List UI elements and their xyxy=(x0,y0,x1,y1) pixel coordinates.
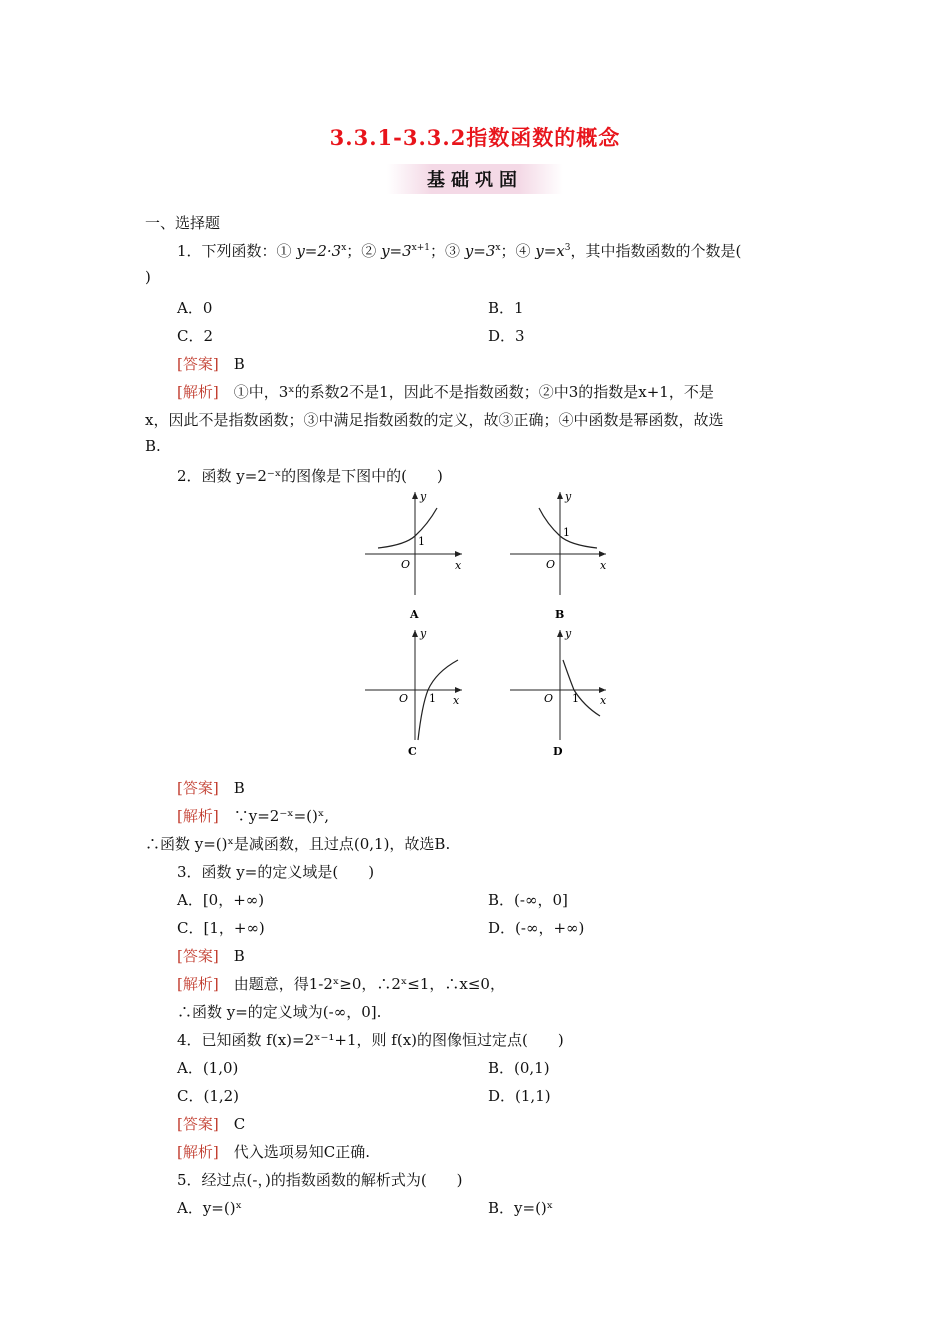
answer-tag: [答案] xyxy=(177,947,219,965)
q1-stem: 1．下列函数：① $y=2\cdot 3^x$；② $y=3^{x+1}$；③ $y=3^x$；④ $y=x^3$，其中指数函数的个数是( xyxy=(177,242,742,260)
graph-d-origin: O xyxy=(544,692,554,705)
section-header xyxy=(0,164,950,194)
graph-b-one: 1 xyxy=(563,526,570,539)
q4-option-d: D．(1,1) xyxy=(488,1087,551,1105)
graph-c-x: x xyxy=(453,694,460,707)
q2-answer: [答案] B xyxy=(177,779,245,797)
q4-answer: [答案] C xyxy=(177,1115,246,1133)
answer-tag: [答案] xyxy=(177,355,219,373)
graph-a xyxy=(365,490,462,621)
q3-option-b: B．(-∞，0] xyxy=(488,891,568,909)
graph-d xyxy=(510,627,607,758)
q5-option-b: B．y=()ˣ xyxy=(488,1199,554,1217)
graph-c-y: y xyxy=(420,627,427,640)
q3-analysis: [解析] 由题意，得1-2ˣ≥0，∴2ˣ≤1，∴x≤0， xyxy=(177,975,505,993)
graph-c-origin: O xyxy=(399,692,409,705)
q5-stem: 5．经过点(-，)的指数函数的解析式为( ) xyxy=(177,1171,463,1189)
q1-analysis-l3: B. xyxy=(145,437,161,455)
graph-a-origin: O xyxy=(401,558,411,571)
q3-answer: [答案] B xyxy=(177,947,245,965)
graph-d-label: D xyxy=(553,745,563,758)
graph-c-label: C xyxy=(408,745,417,758)
q5-option-a: A．y=()ˣ xyxy=(177,1199,242,1217)
q1-option-a: A．0 xyxy=(177,299,213,317)
q4-option-b: B．(0,1) xyxy=(488,1059,550,1077)
q2-analysis: [解析] ∵y=2⁻ˣ=()ˣ, xyxy=(177,807,329,825)
graph-d-y: y xyxy=(565,627,572,640)
q1-option-d: D．3 xyxy=(488,327,525,345)
q4-option-a: A．(1,0) xyxy=(177,1059,239,1077)
analysis-tag: [解析] xyxy=(177,975,219,993)
q3-analysis-l2: ∴函数 y=的定义域为(-∞，0]. xyxy=(177,1003,382,1021)
q1-option-b: B．1 xyxy=(488,299,524,317)
analysis-tag: [解析] xyxy=(177,1143,219,1161)
graph-b-x: x xyxy=(600,559,607,572)
q1-option-c: C．2 xyxy=(177,327,214,345)
page-title: 3.3.1-3.3.2指数函数的概念 xyxy=(329,125,621,150)
q3-option-c: C．[1，+∞) xyxy=(177,919,265,937)
graph-a-label: A xyxy=(410,608,419,621)
graph-c-one: 1 xyxy=(429,692,436,705)
answer-tag: [答案] xyxy=(177,1115,219,1133)
graph-b-y: y xyxy=(565,490,572,503)
q4-analysis: [解析] 代入选项易知C正确. xyxy=(177,1143,370,1161)
q3-stem: 3．函数 y=的定义域是( ) xyxy=(177,863,375,881)
q1-answer: [答案] B xyxy=(177,355,245,373)
q2-stem: 2．函数 y=2⁻ˣ的图像是下图中的( ) xyxy=(177,467,443,485)
q1-analysis-l2: x，因此不是指数函数；③中满足指数函数的定义，故③正确；④中函数是幂函数，故选 xyxy=(145,411,724,429)
graph-a-y: y xyxy=(420,490,427,503)
graph-a-one: 1 xyxy=(418,535,425,548)
analysis-tag: [解析] xyxy=(177,383,219,401)
section-title: 基础巩固 xyxy=(387,164,563,194)
answer-tag: [答案] xyxy=(177,779,219,797)
graph-c xyxy=(365,627,462,758)
part-heading: 一、选择题 xyxy=(145,214,221,232)
q2-analysis-l2: ∴函数 y=()ˣ是减函数，且过点(0,1)，故选B. xyxy=(145,835,451,853)
graph-b-label: B xyxy=(555,608,565,621)
graph-b xyxy=(510,490,607,621)
q3-option-a: A．[0，+∞) xyxy=(177,891,265,909)
q3-option-d: D．(-∞，+∞) xyxy=(488,919,585,937)
graph-d-one: 1 xyxy=(572,692,579,705)
q4-stem: 4．已知函数 f(x)=2ˣ⁻¹+1，则 f(x)的图像恒过定点( ) xyxy=(177,1031,564,1049)
analysis-tag: [解析] xyxy=(177,807,219,825)
graph-a-x: x xyxy=(455,559,462,572)
q1-analysis: [解析] ①中，3ˣ的系数2不是1，因此不是指数函数；②中3的指数是x+1，不是 xyxy=(177,383,714,401)
graph-b-origin: O xyxy=(546,558,556,571)
graph-d-x: x xyxy=(600,694,607,707)
q1-stem-end: ) xyxy=(145,268,151,286)
q4-option-c: C．(1,2) xyxy=(177,1087,240,1105)
